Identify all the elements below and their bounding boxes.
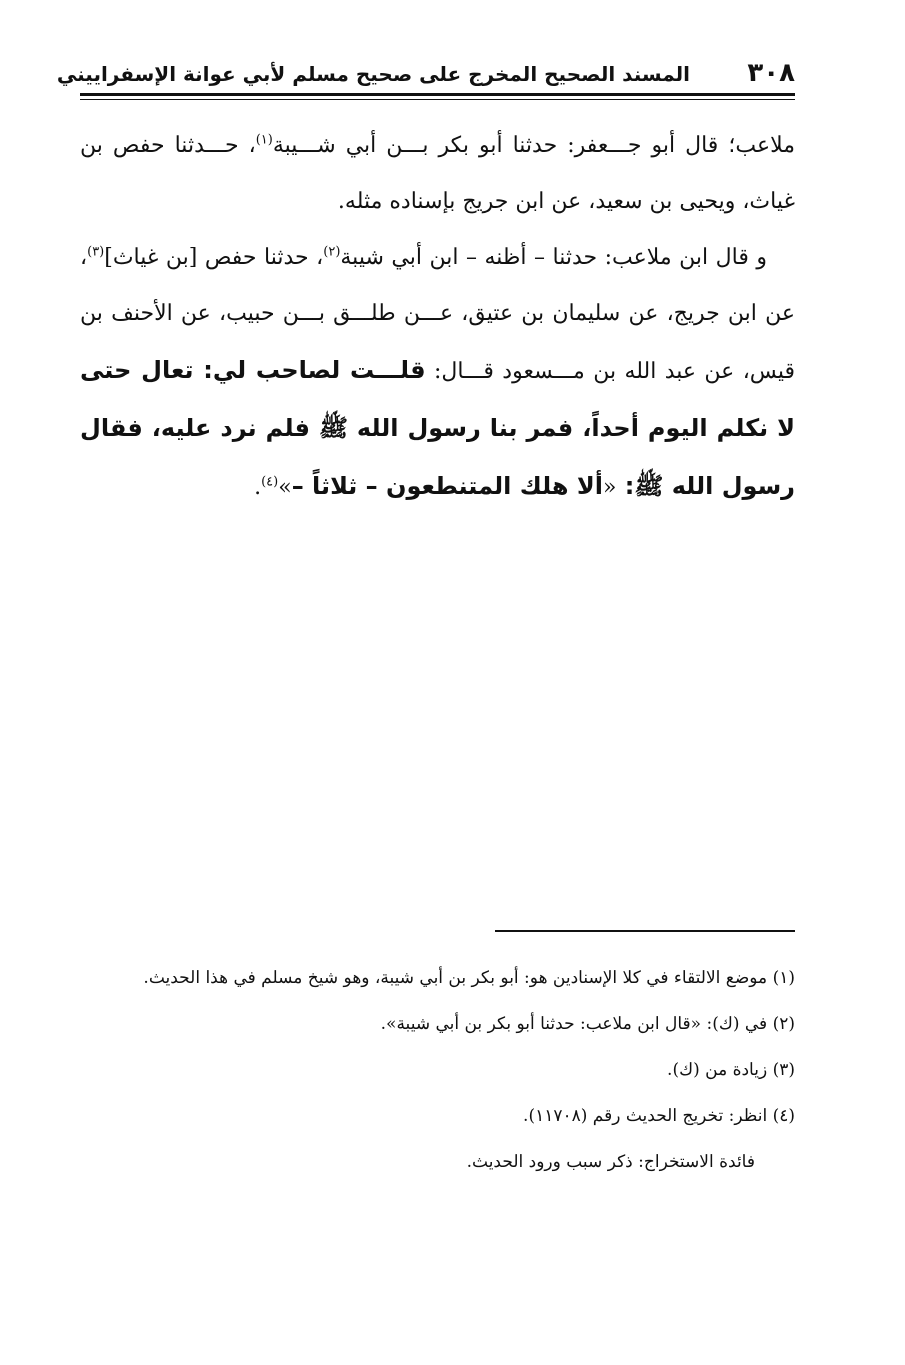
text-segment: ، عن ابن جريج، عن سليمان بن عتيق، عـــن طلـــق بـــن حبيب، عن الأحنف بن قيس، عن عبد الله بن مـــسعود قـــال: — [80, 245, 795, 384]
text-segment: ملاعب؛ قال أبو جـــعفر: حدثنا أبو بكر بـــن أبي شـــيبة — [272, 133, 795, 158]
footnote-2: (٢) في (ك): «قال ابن ملاعب: حدثنا أبو بكر بن أبي شيبة». — [380, 1014, 795, 1034]
quote-open: « — [602, 475, 617, 500]
extraction-note: فائدة الاستخراج: ذكر سبب ورود الحديث. — [466, 1152, 755, 1172]
running-header — [56, 55, 795, 95]
footnote-ref-4: (٤) — [261, 474, 279, 490]
hadith-saying: ألا هلك المتنطعون – ثلاثاً – — [291, 472, 603, 500]
running-title: المسند الصحيح المخرج على صحيح مسلم لأبي عوانة الإسفراييني — [56, 62, 690, 86]
footnote-1: (١) موضع الالتقاء في كلا الإسنادين هو: أبو بكر بن أبي شيبة، وهو شيخ مسلم في هذا الحديث. — [143, 968, 795, 988]
footnote-ref-3: (٣) — [87, 244, 105, 260]
header-rule-thick — [80, 93, 795, 96]
text-segment: و قال ابن ملاعب: حدثنا – أظنه – ابن أبي شيبة — [340, 245, 767, 270]
footnote-4: (٤) انظر: تخريج الحديث رقم (١١٧٠٨). — [523, 1106, 795, 1126]
text-segment: . — [254, 475, 262, 500]
text-segment: ، حدثنا حفص [بن غياث] — [104, 245, 324, 270]
main-text — [80, 118, 795, 516]
footnote-ref-2: (٢) — [323, 244, 341, 260]
footnotes — [80, 955, 795, 1185]
quote-close: » — [278, 475, 292, 500]
header-rule-thin — [80, 99, 795, 100]
text-segment: ، حـــدثنا حفص بن غياث، ويحيى بن سعيد، عن ابن جريج بإسناده مثله. — [80, 133, 795, 214]
paragraph-2 — [80, 230, 795, 516]
footnote-separator — [495, 930, 795, 932]
footnote-3: (٣) زيادة من (ك). — [667, 1060, 795, 1080]
paragraph-1 — [80, 118, 795, 230]
page-number: ٣٠٨ — [747, 58, 795, 88]
footnote-ref-1: (١) — [255, 132, 273, 148]
hadith-narration: قلـــت لصاحب لي: تعال حتى لا نكلم اليوم أحداً، فمر بنا رسول الله ﷺ فلم نرد عليه، فقال رسول الله ﷺ: — [80, 356, 795, 500]
